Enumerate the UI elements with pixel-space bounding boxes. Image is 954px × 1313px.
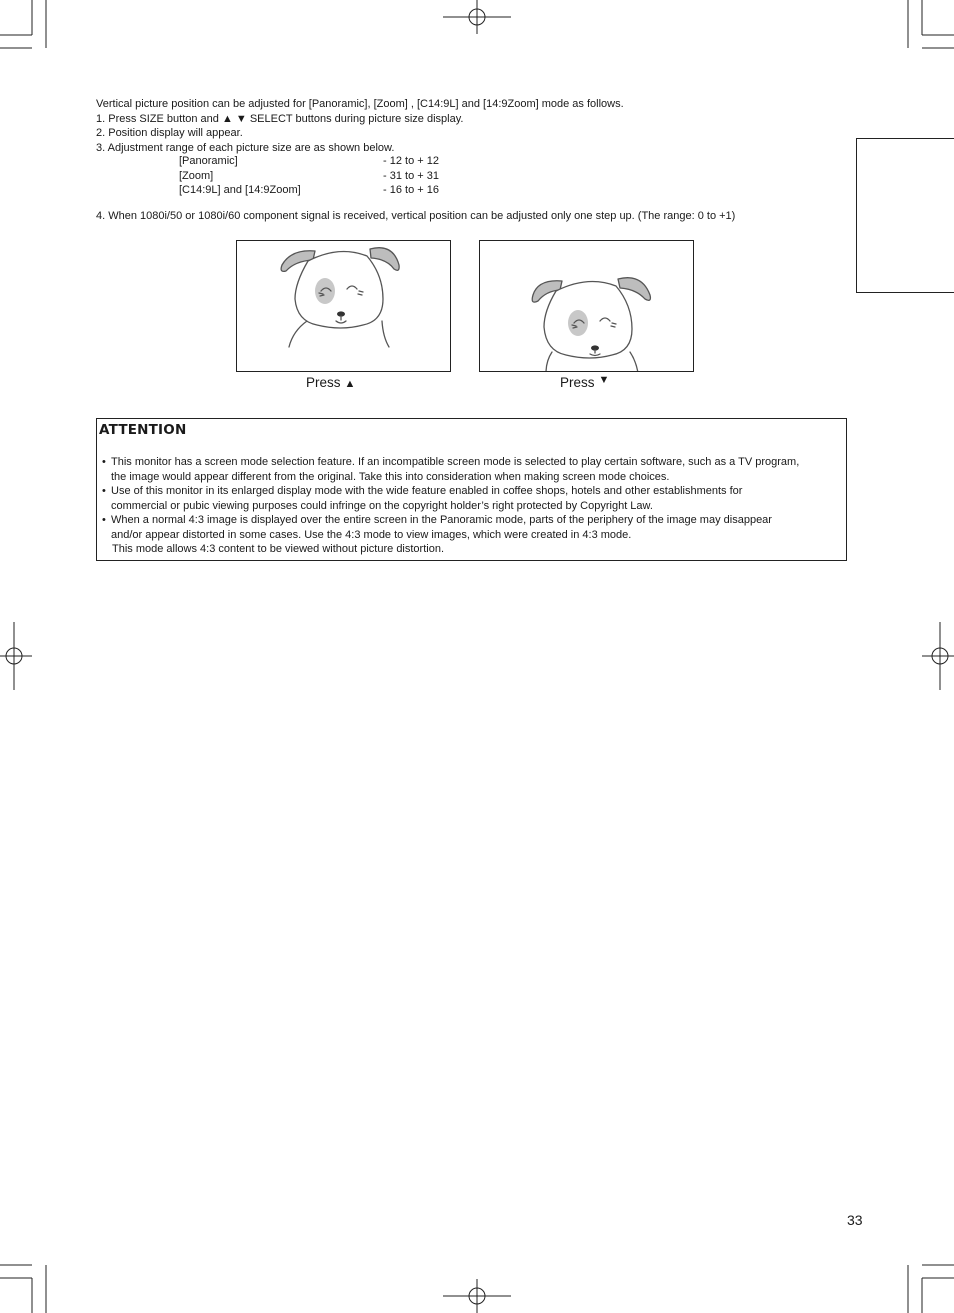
chapter-tab — [856, 138, 954, 293]
attention-note: This mode allows 4:3 content to be viewed without picture distortion. — [112, 543, 445, 555]
down-triangle-icon: ▼ — [598, 374, 610, 386]
illustration-position-up — [236, 240, 451, 372]
press-label: Press — [560, 375, 595, 390]
bullet-mark: • — [102, 514, 106, 526]
illustration-position-down — [479, 240, 694, 372]
attention-title: ATTENTION — [99, 422, 187, 438]
intro-lead: Vertical picture position can be adjusted for [Panoramic], [Zoom] , [C14:9L] and [14:9Zoom] mode as follows. — [96, 98, 624, 110]
bullet-mark: • — [102, 456, 106, 468]
attention-bullet — [102, 455, 844, 484]
bullet-text: This monitor has a screen mode selection feature. If an incompatible screen mode is selected to play certain software, such as a TV program, — [111, 456, 800, 468]
intro-text — [96, 97, 856, 155]
range-mode: [Panoramic] — [179, 155, 238, 167]
attention-bullet — [102, 484, 844, 513]
dog-illustration — [480, 241, 694, 372]
press-down-caption — [560, 375, 609, 392]
press-up-caption — [306, 375, 355, 392]
range-row — [179, 154, 439, 169]
range-row — [179, 183, 439, 198]
range-row — [179, 169, 439, 184]
dog-illustration — [237, 241, 451, 372]
press-label: Press — [306, 375, 341, 390]
step-1: 1. Press SIZE button and ▲ ▼ SELECT buttons during picture size display. — [96, 112, 464, 125]
step-3: 3. Adjustment range of each picture size are as shown below. — [96, 141, 395, 154]
range-mode: [C14:9L] and [14:9Zoom] — [179, 184, 301, 196]
page-number: 33 — [847, 1212, 863, 1228]
bullet-text: commercial or pubic viewing purposes could infringe on the copyright holder’s right protected by Copyright Law. — [111, 499, 653, 512]
range-value: - 31 to + 31 — [383, 169, 439, 182]
up-triangle-icon: ▲ — [344, 378, 356, 390]
attention-box — [96, 418, 847, 561]
step-2: 2. Position display will appear. — [96, 127, 243, 139]
range-value: - 16 to + 16 — [383, 184, 439, 196]
bullet-text: and/or appear distorted in some cases. Use the 4:3 mode to view images, which were created in 4:3 mode. — [111, 528, 632, 541]
step-4: 4. When 1080i/50 or 1080i/60 component signal is received, vertical position can be adjusted only one step up. (The range: 0 to +1) — [96, 210, 736, 222]
bullet-mark: • — [102, 485, 106, 497]
range-value: - 12 to + 12 — [383, 155, 439, 167]
attention-body — [102, 455, 844, 557]
adjustment-range-table — [179, 154, 439, 198]
bullet-text: Use of this monitor in its enlarged display mode with the wide feature enabled in coffee shops, hotels and other establishments for — [111, 485, 743, 497]
bullet-text: the image would appear different from the original. Take this into consideration when making screen mode choices. — [111, 470, 670, 483]
attention-bullet — [102, 513, 844, 542]
bullet-text: When a normal 4:3 image is displayed over the entire screen in the Panoramic mode, parts of the periphery of the image may disappear — [111, 514, 772, 526]
range-mode: [Zoom] — [179, 169, 214, 182]
